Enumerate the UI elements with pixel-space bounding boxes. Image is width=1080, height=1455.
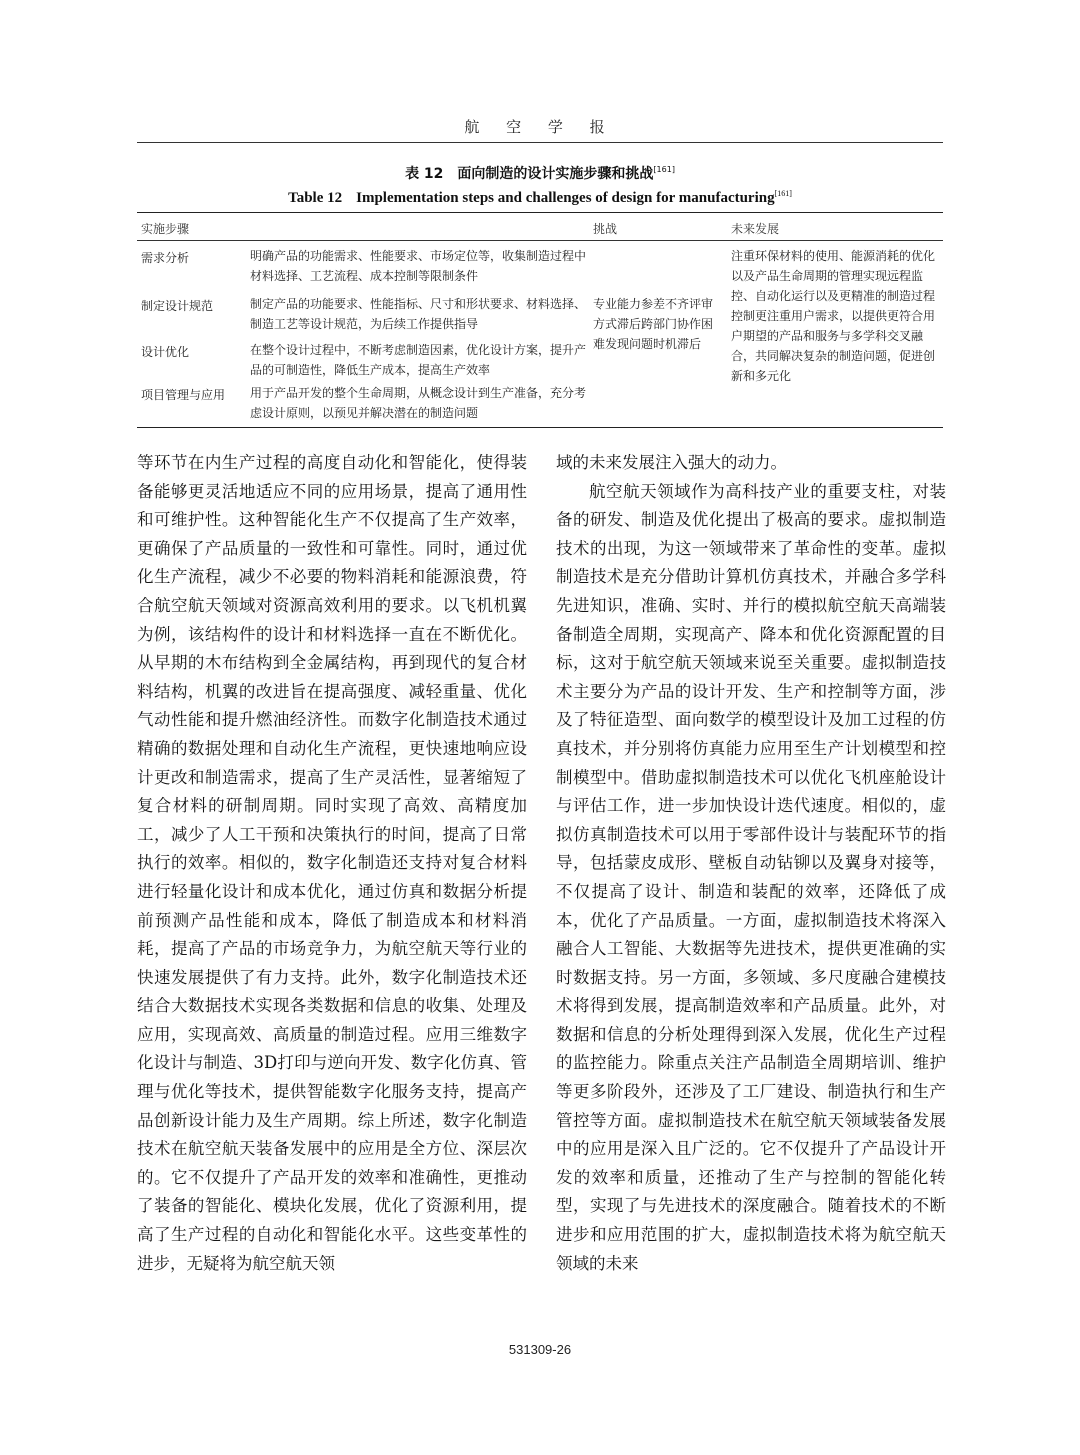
page-number: 531309-26 xyxy=(508,1342,572,1357)
table-caption-en: Table 12 Implementation steps and challenges of design for manufacturing[161] xyxy=(288,189,792,206)
body-right-column xyxy=(556,449,946,1278)
row-desc-1: 明确产品的功能需求、性能要求、市场定位等，收集制造过程中材料选择、工艺流程、成本控制等限制条件 xyxy=(250,249,587,283)
row-step-1: 需求分析 xyxy=(141,251,190,265)
row-desc-3: 在整个设计过程中，不断考虑制造因素，优化设计方案，提升产品的可制造性，降低生产成本，提高生产效率 xyxy=(250,343,587,377)
header-future: 未来发展 xyxy=(731,222,780,236)
header-steps: 实施步骤 xyxy=(141,222,190,236)
body-left-column xyxy=(137,449,527,1278)
challenges-cell: 专业能力参差不齐评审方式滞后跨部门协作困难发现问题时机滞后 xyxy=(593,297,714,351)
row-step-3: 设计优化 xyxy=(141,345,190,359)
row-desc-2: 制定产品的功能要求、性能指标、尺寸和形状要求、材料选择、制造工艺等设计规范，为后续工作提供指导 xyxy=(250,297,587,331)
header-challenges: 挑战 xyxy=(593,222,618,236)
table-caption-cn: 表 12 面向制造的设计实施步骤和挑战[161] xyxy=(405,165,675,182)
journal-title: 航 空 学 报 xyxy=(464,118,616,136)
right-paragraph-2: 航空航天领域作为高科技产业的重要支柱，对装备的研发、制造及优化提出了极高的要求。虚拟制造技术的出现，为这一领域带来了革命性的变革。虚拟制造技术是充分借助计算机仿真技术，并融合多学科先进知识，准确、实时、并行的模拟航空航天高端装备制造全周期，实现高产、降本和优化资源配置的目标，这对于航空航天领域来说至关重要。虚拟制造技术主要分为产品的设计开发、生产和控制等方面，涉及了特征造型、面向数学的模型设计及加工过程的仿真技术，并分别将仿真能力应用至生产计划模型和控制模型中。借助虚拟制造技术可以优化飞机座舱设计与评估工作，进一步加快设计迭代速度。相似的，虚拟仿真制造技术可以用于零部件设计与装配环节的指导，包括蒙皮成形、壁板自动钻铆以及翼身对接等，不仅提高了设计、制造和装配的效率，还降低了成本，优化了产品质量。一方面，虚拟制造技术将深入融合人工智能、大数据等先进技术，提供更准确的实时数据支持。另一方面，多领域、多尺度融合建模技术将得到发展，提高制造效率和产品质量。此外，对数据和信息的分析处理得到深入发展，优化生产过程的监控能力。除重点关注产品制造全周期培训、维护等更多阶段外，还涉及了工厂建设、制造执行和生产管控等方面。虚拟制造技术在航空航天领域装备发展中的应用是深入且广泛的。它不仅提升了产品设计开发的效率和质量，还推动了生产与控制的智能化转型，实现了与先进技术的深度融合。随着技术的不断进步和应用范围的扩大，虚拟制造技术将为航空航天领域的未来 xyxy=(556,481,946,1273)
left-paragraph: 等环节在内生产过程的高度自动化和智能化，使得装备能够更灵活地适应不同的应用场景，提高了通用性和可维护性。这种智能化生产不仅提高了生产效率，更确保了产品质量的一致性和可靠性。同时，通过优化生产流程，减少不必要的物料消耗和能源浪费，符合航空航天领域对资源高效利用的要求。以飞机机翼为例，该结构件的设计和材料选择一直在不断优化。从早期的木布结构到全金属结构，再到现代的复合材料结构，机翼的改进旨在提高强度、减轻重量、优化气动性能和提升燃油经济性。而数字化制造技术通过精确的数据处理和自动化生产流程，更快速地响应设计更改和制造需求，提高了生产灵活性，显著缩短了复合材料的研制周期。同时实现了高效、高精度加工，减少了人工干预和决策执行的时间，提高了日常执行的效率。相似的，数字化制造还支持对复合材料进行轻量化设计和成本优化，通过仿真和数据分析提前预测产品性能和成本，降低了制造成本和材料消耗，提高了产品的市场竞争力，为航空航天等行业的快速发展提供了有力支持。此外，数字化制造技术还结合大数据技术实现各类数据和信息的收集、处理及应用，实现高效、高质量的制造过程。应用三维数字化设计与制造、3D打印与逆向开发、数字化仿真、管理与优化等技术，提供智能数字化服务支持，提高产品创新设计能力及生产周期。综上所述，数字化制造技术在航空航天装备发展中的应用是全方位、深层次的。它不仅提升了产品开发的效率和准确性，更推动了装备的智能化、模块化发展，优化了资源利用，提高了生产过程的自动化和智能化水平。这些变革性的进步，无疑将为航空航天领 xyxy=(137,453,527,1273)
row-step-4: 项目管理与应用 xyxy=(141,388,226,402)
table-bottom-rule xyxy=(137,427,943,428)
right-paragraph-1: 域的未来发展注入强大的动力。 xyxy=(556,453,787,472)
row-step-2: 制定设计规范 xyxy=(141,299,214,313)
caption-en-ref: [161] xyxy=(774,189,792,198)
table-header-rule xyxy=(137,240,943,241)
table-top-rule xyxy=(137,212,943,213)
caption-cn-ref: [161] xyxy=(653,165,675,174)
header-rule xyxy=(137,142,943,143)
row-desc-4: 用于产品开发的整个生命周期，从概念设计到生产准备，充分考虑设计原则，以预见并解决潜在的制造问题 xyxy=(250,386,587,420)
future-cell: 注重环保材料的使用、能源消耗的优化以及产品生命周期的管理实现远程监控、自动化运行以及更精准的制造过程控制更注重用户需求，以提供更符合用户期望的产品和服务与多学科交叉融合，共同解决复杂的制造问题，促进创新和多元化 xyxy=(731,249,936,383)
